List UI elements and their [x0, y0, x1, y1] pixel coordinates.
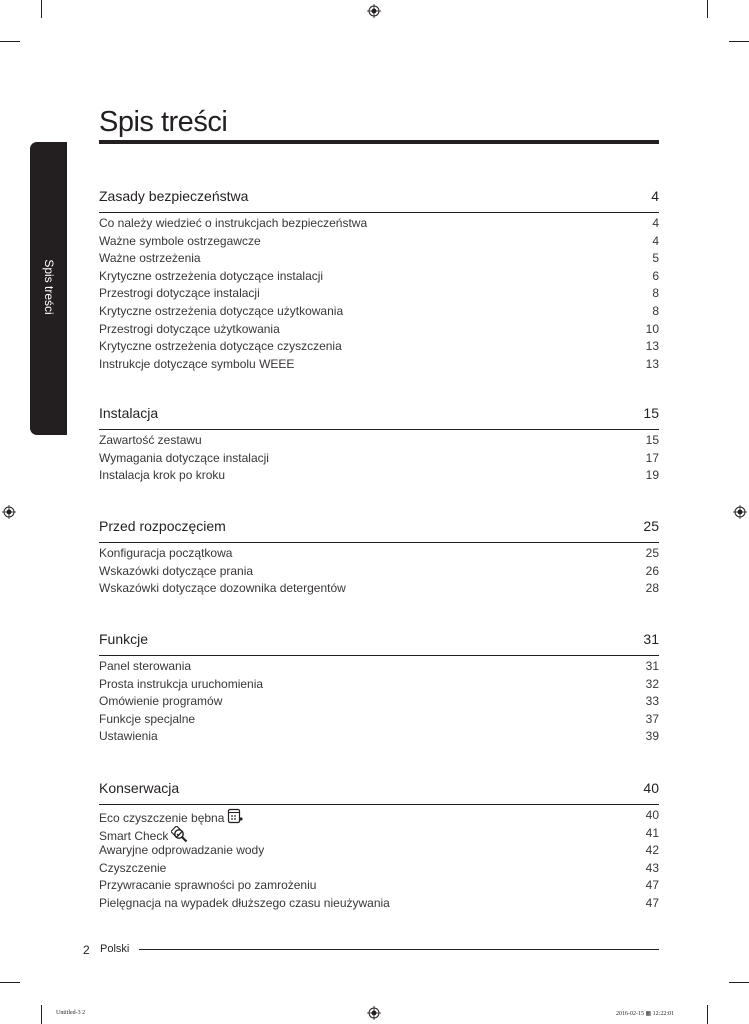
crop-mark	[729, 982, 749, 983]
entry-label: Krytyczne ostrzeżenia dotyczące instalacji	[99, 268, 324, 283]
entry-label: Omówienie programów	[99, 694, 223, 709]
entry-page: 19	[645, 468, 659, 483]
toc-section-heading[interactable]	[99, 518, 659, 538]
section-rule	[99, 655, 659, 656]
section-title: Konserwacja	[99, 780, 180, 796]
toc-section-heading[interactable]	[99, 631, 659, 651]
entry-label: Krytyczne ostrzeżenia dotyczące użytkowania	[99, 303, 344, 318]
entry-page: 13	[645, 339, 659, 354]
entry-page: 8	[652, 303, 659, 318]
toc-entry[interactable]	[99, 356, 659, 374]
entry-label: Ustawienia	[99, 729, 158, 744]
entry-label: Instrukcje dotyczące symbolu WEEE	[99, 356, 295, 371]
entry-label: Awaryjne odprowadzanie wody	[99, 843, 265, 858]
crop-mark	[707, 0, 708, 18]
toc-entry[interactable]	[99, 580, 659, 598]
toc-entry[interactable]	[99, 467, 659, 485]
toc-entry[interactable]	[99, 233, 659, 251]
toc-entry[interactable]	[99, 338, 659, 356]
registration-mark-icon	[367, 1006, 381, 1020]
crop-mark	[729, 41, 749, 42]
entry-page: 43	[645, 860, 659, 875]
entry-label: Wymagania dotyczące instalacji	[99, 450, 269, 465]
section-title: Funkcje	[99, 631, 149, 647]
registration-mark-icon	[733, 505, 747, 519]
print-slug-right: 2016-02-15 ▦ 12:22:01	[616, 1011, 674, 1017]
section-title: Instalacja	[99, 405, 159, 421]
toc-section-functions	[99, 631, 659, 746]
entry-page: 4	[652, 233, 659, 248]
section-title: Przed rozpoczęciem	[99, 518, 226, 534]
toc-entry[interactable]	[99, 215, 659, 233]
entry-page: 15	[645, 433, 659, 447]
section-page: 4	[651, 188, 659, 204]
side-tab-label: Spis treści	[41, 259, 56, 315]
registration-mark-icon	[2, 505, 16, 519]
toc-entry[interactable]	[99, 250, 659, 268]
entry-label: Wskazówki dotyczące prania	[99, 563, 254, 578]
entry-label: Ważne ostrzeżenia	[99, 251, 201, 266]
toc-entry[interactable]	[99, 825, 659, 843]
section-rule	[99, 804, 659, 805]
toc-entry[interactable]	[99, 860, 659, 878]
section-page: 40	[643, 780, 659, 796]
page-title: Spis treści	[99, 106, 228, 138]
entry-page: 25	[645, 546, 659, 560]
entry-page: 39	[645, 729, 659, 744]
entry-page: 31	[645, 659, 659, 673]
entry-label: Ważne symbole ostrzegawcze	[99, 233, 261, 248]
entry-page: 33	[645, 694, 659, 709]
entry-page: 13	[645, 356, 659, 371]
toc-entry[interactable]	[99, 303, 659, 321]
title-rule	[99, 140, 659, 144]
entry-page: 41	[645, 825, 659, 840]
section-page: 25	[643, 518, 659, 534]
toc-entry[interactable]	[99, 268, 659, 286]
crop-mark	[707, 1005, 708, 1024]
toc-entry[interactable]	[99, 676, 659, 694]
crop-mark	[0, 982, 20, 983]
registration-mark-icon	[367, 4, 381, 18]
section-page: 15	[643, 405, 659, 421]
toc-section-heading[interactable]	[99, 188, 659, 208]
toc-entry[interactable]	[99, 321, 659, 339]
section-rule	[99, 212, 659, 213]
entry-label: Przywracanie sprawności po zamrożeniu	[99, 878, 317, 893]
toc-entry[interactable]	[99, 807, 659, 825]
toc-entry[interactable]	[99, 285, 659, 303]
entry-label: Instalacja krok po kroku	[99, 468, 226, 483]
toc-entry[interactable]	[99, 877, 659, 895]
entry-label: Przestrogi dotyczące użytkowania	[99, 321, 280, 336]
entry-page: 47	[645, 878, 659, 893]
toc-section-heading[interactable]	[99, 405, 659, 425]
toc-section-before-start	[99, 518, 659, 598]
footer-rule	[139, 949, 659, 950]
toc-entry[interactable]	[99, 711, 659, 729]
entry-label: Smart Check	[99, 828, 169, 843]
footer-language: Polski	[100, 943, 130, 955]
entry-label: Konfiguracja początkowa	[99, 546, 233, 560]
entry-page: 47	[645, 895, 659, 910]
entry-page: 5	[652, 251, 659, 266]
entry-page: 42	[645, 843, 659, 858]
entry-page: 40	[645, 808, 659, 822]
toc-entry[interactable]	[99, 432, 659, 450]
entry-page: 17	[645, 450, 659, 465]
entry-label: Czyszczenie	[99, 860, 167, 875]
section-rule	[99, 429, 659, 430]
entry-page: 32	[645, 676, 659, 691]
toc-entry[interactable]	[99, 450, 659, 468]
entry-label: Wskazówki dotyczące dozownika detergentów	[99, 581, 346, 596]
entry-label: Prosta instrukcja uruchomienia	[99, 676, 264, 691]
smart-check-icon	[171, 826, 188, 843]
crop-mark	[41, 1005, 42, 1024]
toc-section-maintenance	[99, 780, 659, 913]
section-rule	[99, 542, 659, 543]
toc-entry[interactable]	[99, 728, 659, 746]
section-title: Zasady bezpieczeństwa	[99, 188, 249, 204]
entry-page: 6	[652, 268, 659, 283]
entry-label: Zawartość zestawu	[99, 433, 202, 447]
page-number: 2	[83, 943, 90, 957]
crop-mark	[0, 41, 20, 42]
entry-label: Eco czyszczenie bębna	[99, 811, 225, 825]
entry-page: 8	[652, 286, 659, 301]
entry-label: Pielęgnacja na wypadek dłuższego czasu nieużywania	[99, 895, 390, 910]
entry-label: Krytyczne ostrzeżenia dotyczące czyszczenia	[99, 339, 342, 354]
entry-page: 10	[645, 321, 659, 336]
toc-entry[interactable]	[99, 563, 659, 581]
side-tab	[30, 142, 67, 435]
toc-entry[interactable]	[99, 842, 659, 860]
toc-section-installation	[99, 405, 659, 485]
toc-section-safety	[99, 188, 659, 373]
toc-entry[interactable]	[99, 693, 659, 711]
crop-mark	[41, 0, 42, 18]
toc-entry[interactable]	[99, 545, 659, 563]
section-page: 31	[643, 631, 659, 647]
entry-label: Przestrogi dotyczące instalacji	[99, 286, 260, 301]
toc-entry[interactable]	[99, 895, 659, 913]
toc-entry[interactable]	[99, 658, 659, 676]
entry-label: Funkcje specjalne	[99, 711, 196, 726]
entry-page: 4	[652, 216, 659, 230]
entry-page: 26	[645, 563, 659, 578]
entry-page: 37	[645, 711, 659, 726]
entry-label: Co należy wiedzieć o instrukcjach bezpieczeństwa	[99, 216, 368, 230]
toc-section-heading[interactable]	[99, 780, 659, 800]
entry-page: 28	[645, 581, 659, 596]
print-slug-left: Untitled-3 2	[56, 1010, 86, 1016]
entry-label: Panel sterowania	[99, 659, 192, 673]
drum-clean-icon	[227, 808, 244, 825]
